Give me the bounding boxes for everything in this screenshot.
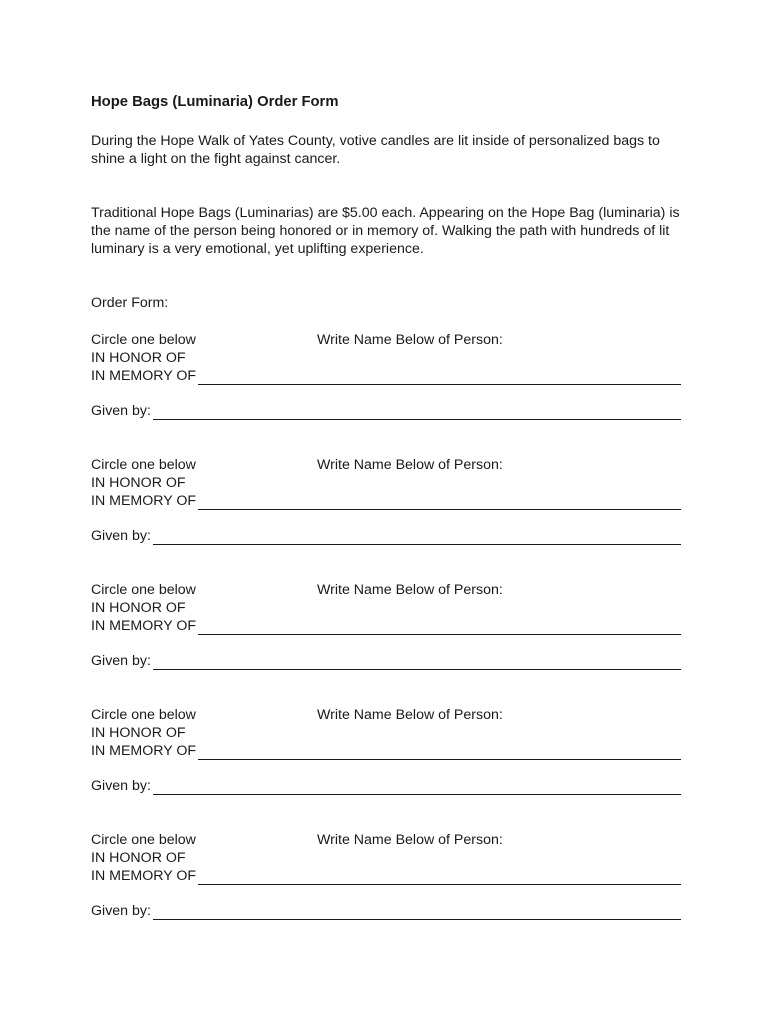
circle-one-label: Circle one below bbox=[91, 457, 196, 473]
write-name-label: Write Name Below of Person: bbox=[317, 707, 503, 723]
in-memory-option[interactable]: IN MEMORY OF bbox=[91, 493, 197, 509]
circle-one-label: Circle one below bbox=[91, 832, 196, 848]
given-by-line[interactable] bbox=[153, 655, 681, 670]
given-by-label: Given by: bbox=[91, 403, 151, 419]
in-memory-option[interactable]: IN MEMORY OF bbox=[91, 868, 197, 884]
circle-one-label: Circle one below bbox=[91, 332, 196, 348]
order-form-label: Order Form: bbox=[91, 295, 169, 311]
in-honor-option[interactable]: IN HONOR OF bbox=[91, 350, 186, 366]
person-name-line[interactable] bbox=[198, 370, 681, 385]
order-entries bbox=[91, 331, 681, 920]
circle-one-label: Circle one below bbox=[91, 582, 196, 598]
given-by-line[interactable] bbox=[153, 905, 681, 920]
in-honor-option[interactable]: IN HONOR OF bbox=[91, 725, 186, 741]
given-by-label: Given by: bbox=[91, 653, 151, 669]
write-name-label: Write Name Below of Person: bbox=[317, 332, 503, 348]
in-honor-option[interactable]: IN HONOR OF bbox=[91, 850, 186, 866]
order-entry bbox=[91, 831, 681, 920]
person-name-line[interactable] bbox=[198, 870, 681, 885]
given-by-label: Given by: bbox=[91, 903, 151, 919]
circle-one-label: Circle one below bbox=[91, 707, 196, 723]
order-form-document bbox=[91, 92, 681, 920]
given-by-label: Given by: bbox=[91, 778, 151, 794]
person-name-line[interactable] bbox=[198, 495, 681, 510]
intro-paragraph: During the Hope Walk of Yates County, votive candles are lit inside of personalized bags to shine a light on the fight against cancer. bbox=[91, 133, 660, 167]
write-name-label: Write Name Below of Person: bbox=[317, 832, 503, 848]
order-entry bbox=[91, 581, 681, 670]
person-name-line[interactable] bbox=[198, 745, 681, 760]
in-honor-option[interactable]: IN HONOR OF bbox=[91, 600, 186, 616]
page-title: Hope Bags (Luminaria) Order Form bbox=[91, 94, 339, 110]
in-memory-option[interactable]: IN MEMORY OF bbox=[91, 368, 197, 384]
order-entry bbox=[91, 456, 681, 545]
given-by-label: Given by: bbox=[91, 528, 151, 544]
given-by-line[interactable] bbox=[153, 405, 681, 420]
person-name-line[interactable] bbox=[198, 620, 681, 635]
in-honor-option[interactable]: IN HONOR OF bbox=[91, 475, 186, 491]
write-name-label: Write Name Below of Person: bbox=[317, 457, 503, 473]
order-entry bbox=[91, 706, 681, 795]
given-by-line[interactable] bbox=[153, 780, 681, 795]
in-memory-option[interactable]: IN MEMORY OF bbox=[91, 743, 197, 759]
given-by-line[interactable] bbox=[153, 530, 681, 545]
description-paragraph: Traditional Hope Bags (Luminarias) are $5.00 each. Appearing on the Hope Bag (luminaria) is the name of the person being honored or in memory of. Walking the path with hundreds of lit luminary is a very emotional, yet uplifting experience. bbox=[91, 205, 680, 257]
write-name-label: Write Name Below of Person: bbox=[317, 582, 503, 598]
in-memory-option[interactable]: IN MEMORY OF bbox=[91, 618, 197, 634]
order-entry bbox=[91, 331, 681, 420]
